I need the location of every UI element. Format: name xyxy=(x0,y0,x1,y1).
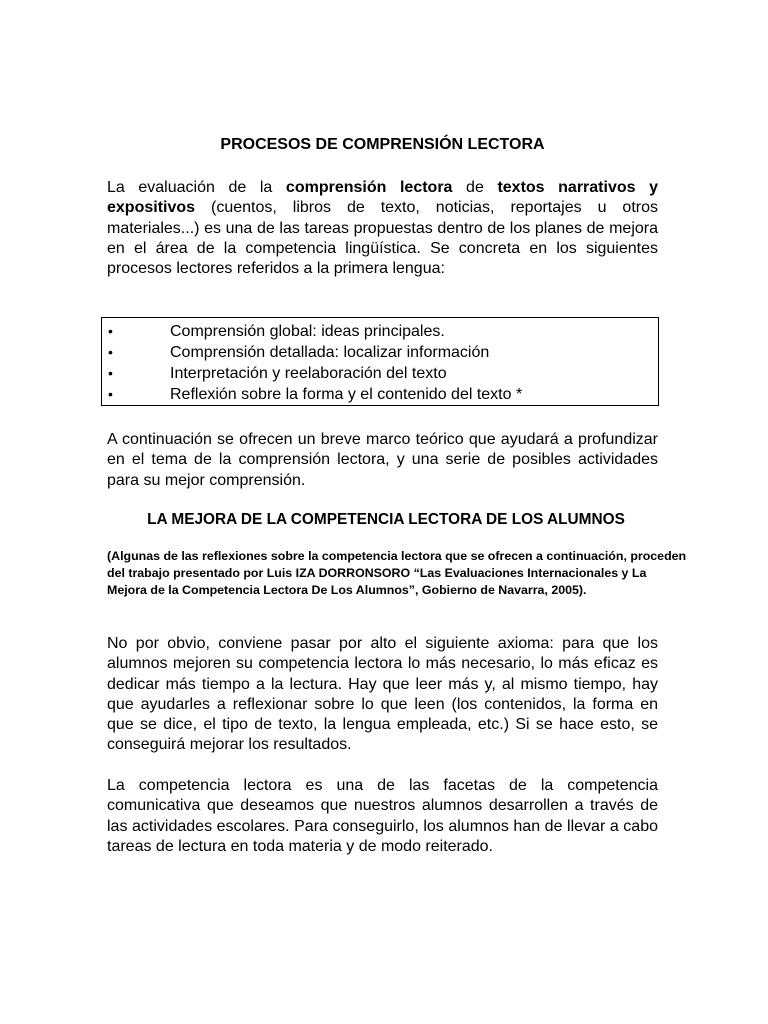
continuation-paragraph: A continuación se ofrecen un breve marco teórico que ayudará a profundizar en el tema de la comprensión lectora, y una serie de posibles actividades para su mejor comprensión. xyxy=(107,431,658,489)
bullet-icon: • xyxy=(108,386,113,402)
section-subtitle: LA MEJORA DE LA COMPETENCIA LECTORA DE LOS ALUMNOS xyxy=(147,511,625,528)
list-item-text: Comprensión global: ideas principales. xyxy=(170,323,445,340)
list-item xyxy=(102,321,658,342)
intro-bold-1: comprensión lectora xyxy=(285,179,453,196)
intro-bold-2: textos narrativos y expositivos xyxy=(107,179,659,217)
list-item-text: Interpretación y reelaboración del texto xyxy=(170,365,447,382)
list-item-text: Reflexión sobre la forma y el contenido del texto * xyxy=(170,386,523,403)
list-item xyxy=(102,384,658,405)
bullet-icon: • xyxy=(108,365,113,381)
list-item xyxy=(102,342,658,363)
process-list-box xyxy=(101,317,659,406)
axiom-paragraph: No por obvio, conviene pasar por alto el siguiente axioma: para que los alumnos mejoren su competencia lectora lo más necesario, lo más eficaz es dedicar más tiempo a la lectura. Hay que leer más y, al mismo tiempo, hay que ayudarles a reflexionar sobre lo que leen (los contenidos, la forma en que se dice, el tipo de texto, la lengua empleada, etc.) Si se hace esto, se conseguirá mejorar los resultados. xyxy=(107,635,658,754)
intro-paragraph xyxy=(107,178,658,279)
document-title: PROCESOS DE COMPRENSIÓN LECTORA xyxy=(220,136,545,153)
intro-text-2: de xyxy=(452,179,498,196)
competence-paragraph: La competencia lectora es una de las facetas de la competencia comunicativa que deseamos que nuestros alumnos desarrollen a través de las actividades escolares. Para conseguirlo, los alumnos han de llevar a cabo tareas de lectura en toda materia y de modo reiterado. xyxy=(107,777,658,855)
source-note: (Algunas de las reflexiones sobre la competencia lectora que se ofrecen a continuación, proceden del trabajo presentado por Luis IZA DORRONSORO “Las Evaluaciones Internacionales y La Mejora de la Competencia Lectora De Los Alumnos”, Gobierno de Navarra, 2005). xyxy=(107,549,687,597)
bullet-icon: • xyxy=(108,323,113,339)
intro-text-3: (cuentos, libros de texto, noticias, reportajes u otros materiales...) es una de las tareas propuestas dentro de los planes de mejora en el área de la competencia lingüística. Se concreta en los siguientes procesos lectores referidos a la primera lengua: xyxy=(107,199,658,278)
list-item-text: Comprensión detallada: localizar información xyxy=(170,344,490,361)
bullet-icon: • xyxy=(108,344,113,360)
list-item xyxy=(102,363,658,384)
intro-text-1: La evaluación de la xyxy=(107,179,286,196)
